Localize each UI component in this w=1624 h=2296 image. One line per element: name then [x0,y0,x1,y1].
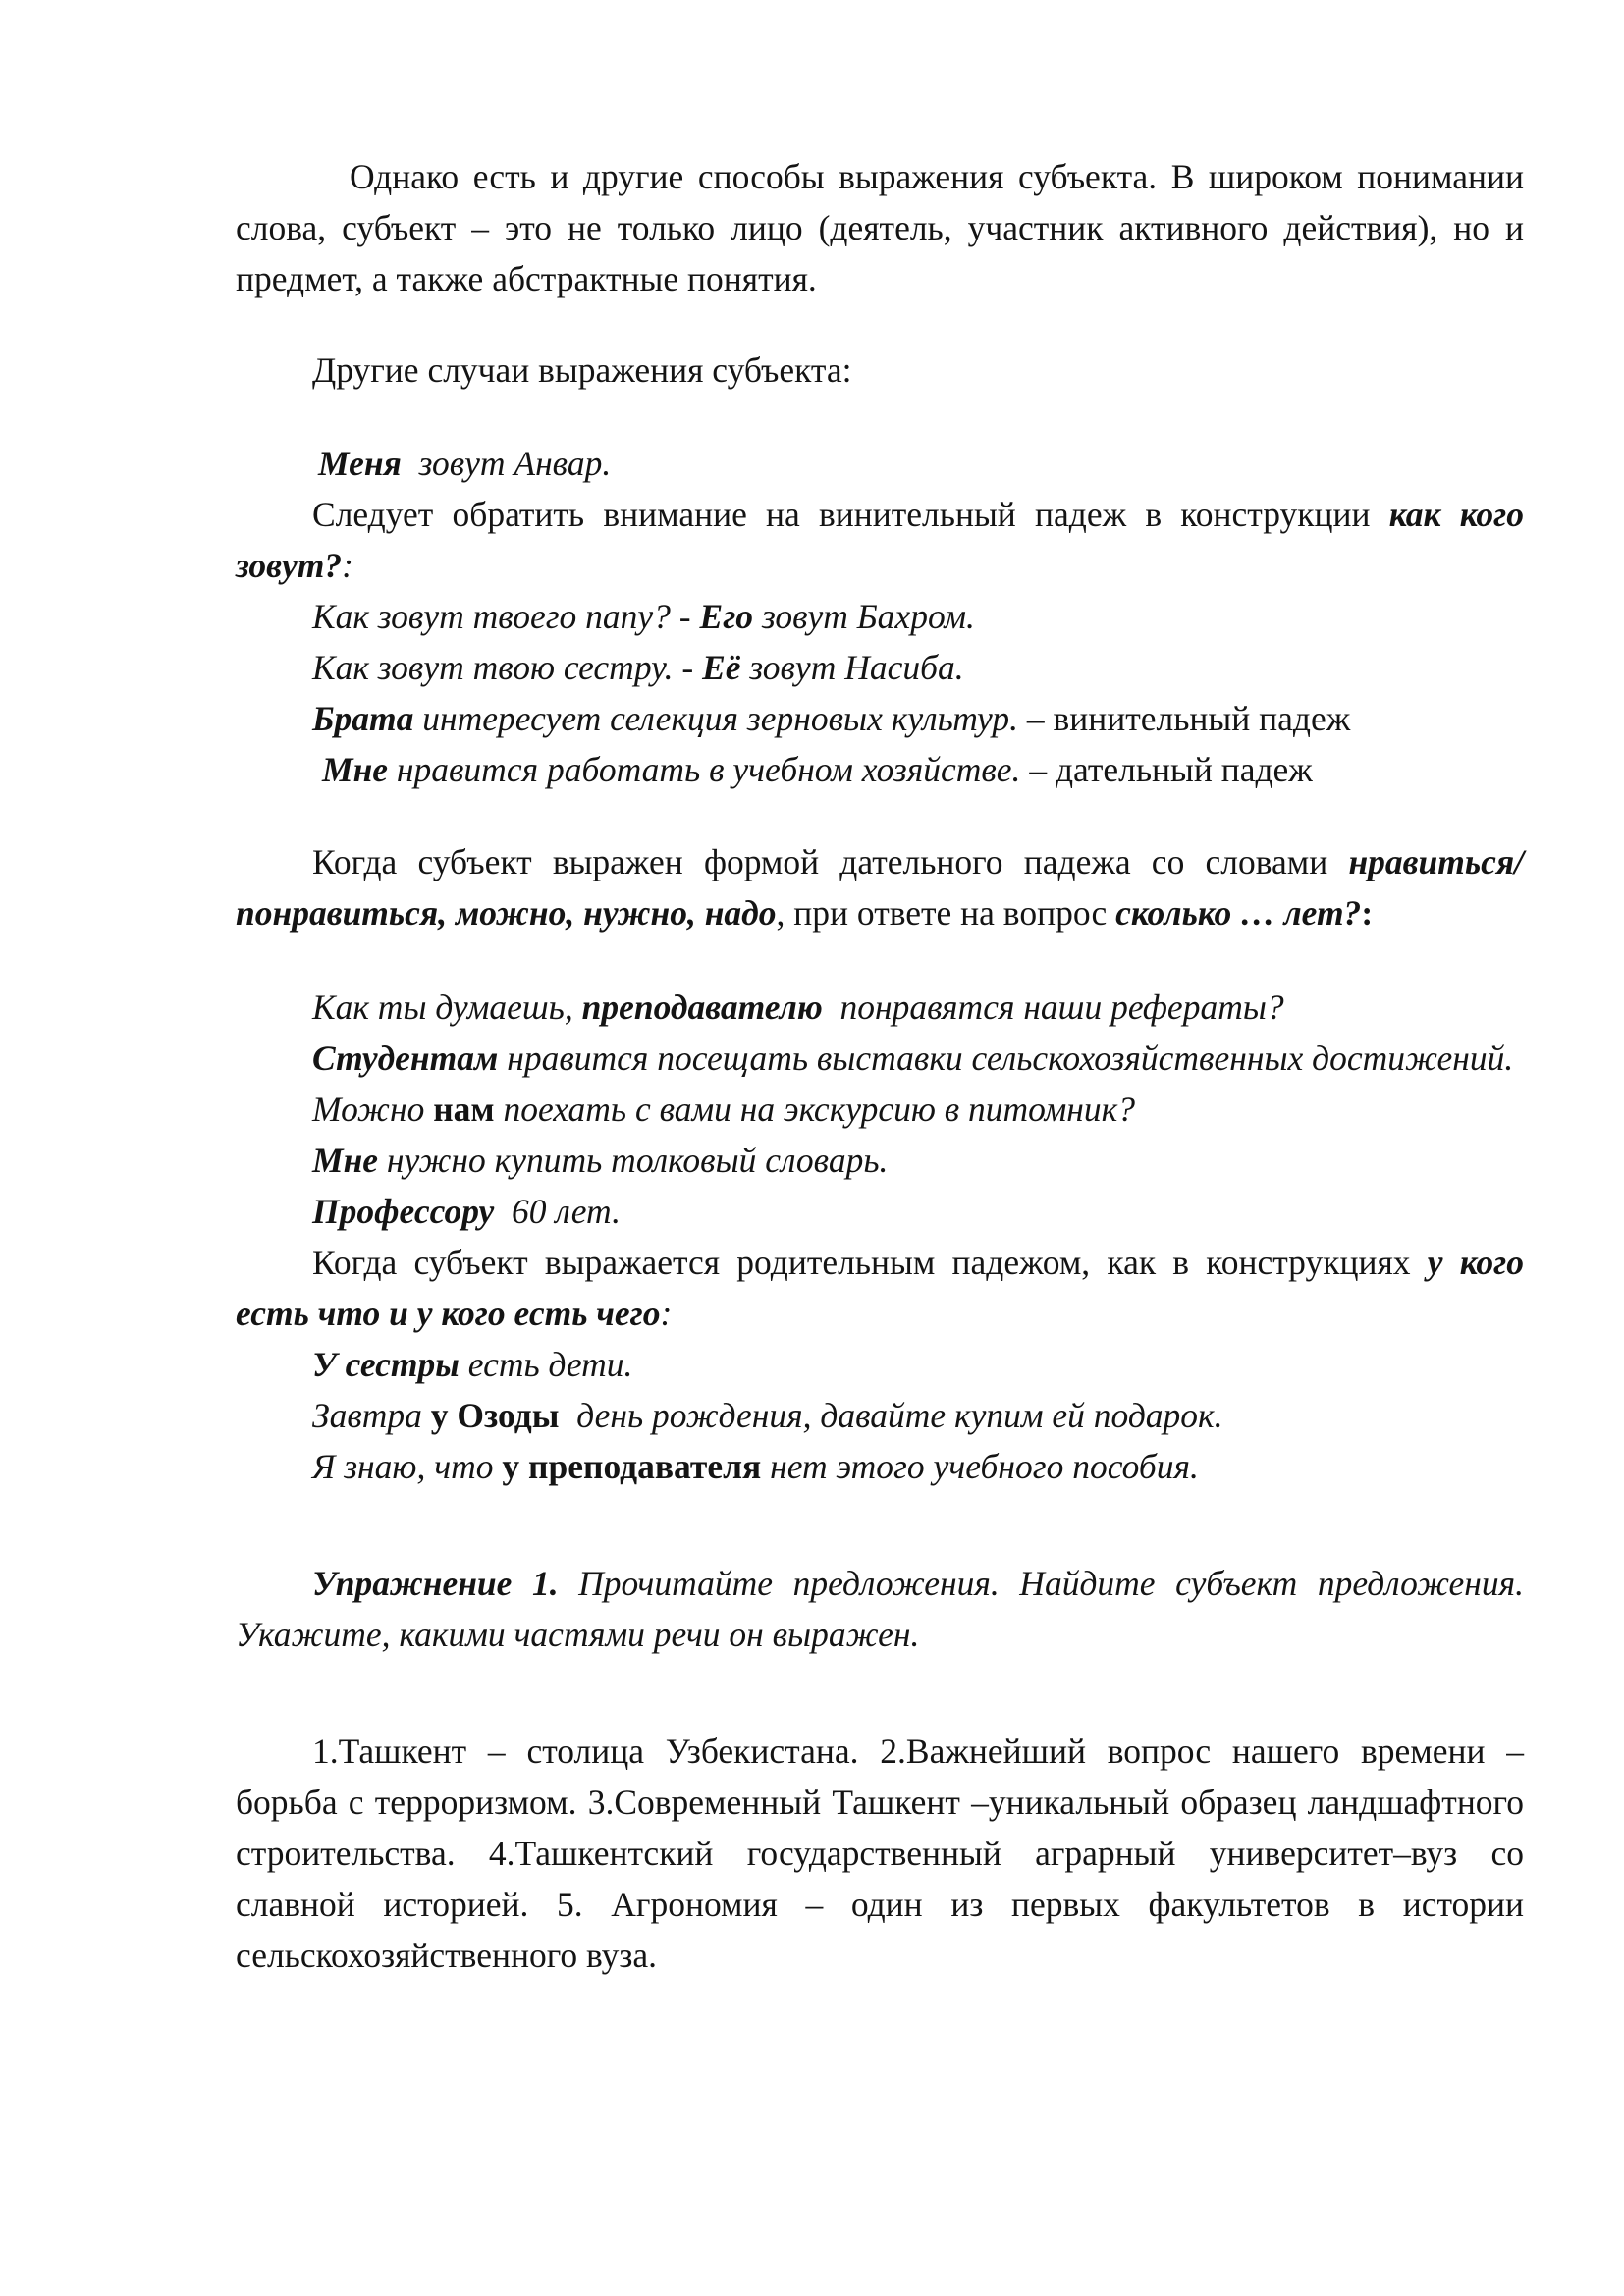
example-subject: Студентам [312,1039,499,1078]
rule-text: Когда субъект выражен формой дательного падежа со словами [312,842,1328,881]
example-subject: Брата [312,699,414,738]
intro-paragraph: Однако есть и другие способы выражения субъекта. В широком понимании слова, субъект – это не только лицо (деятель, участник активного действия), но и предмет, а также абстрактные понятия. [236,157,1524,298]
example-after: 60 лет. [511,1192,621,1231]
rule-words: нравиться/ понравиться, можно, нужно, надо [236,842,1525,933]
example-after: день рождения, давайте купим ей подарок. [576,1396,1223,1435]
example-after: есть дети. [467,1345,633,1384]
example-subject: у преподавателя [502,1447,762,1486]
case-example-2 [236,744,1524,795]
example-after: нравится посещать выставки сельскохозяйственных достижений. [507,1039,1514,1078]
example-subject: нам [433,1090,495,1129]
example-after: зовут Бахром. [761,597,975,636]
example-menya [236,438,1524,489]
colon: : [1361,893,1374,933]
dative-example-3 [236,1084,1524,1135]
colon: : [342,546,353,585]
case-note: – дательный падеж [1029,750,1313,789]
exercise-sentences: 1.Ташкент – столица Узбекистана. 2.Важнейший вопрос нашего времени – борьба с терроризмом. 3.Современный Ташкент –уникальный образец ландшафтного строительства. 4.Ташкентский государственный аграрный университет–вуз со славной историей. 5. Агрономия – один из первых факультетов в истории сельскохозяйственного вуза. [236,1732,1524,1975]
example-before: Как ты думаешь, [312,988,573,1027]
example-after: нужно купить толковый словарь. [386,1141,889,1180]
example-text: зовут Анвар. [418,444,612,483]
rule-question: сколько … лет? [1115,893,1362,933]
construction-text: как кого зовут? [236,495,1524,585]
accusative-example-2 [236,642,1524,693]
example-subject: преподавателю [581,988,823,1027]
dative-example-4 [236,1135,1524,1186]
rule-text: Когда субъект выражается родительным падежом, как в конструкциях [312,1243,1411,1282]
example-after: поехать с вами на экскурсию в питомник? [503,1090,1135,1129]
example-before: Как зовут твоего папу? - [312,597,691,636]
example-subject: Её [702,648,741,687]
example-subject: у Озоды [430,1396,560,1435]
example-before: Как зовут твою сестру. - [312,648,694,687]
example-subject: Меня [318,444,402,483]
example-subject: У сестры [312,1345,460,1384]
document-page [236,151,1524,1981]
accusative-note [236,489,1524,591]
genitive-rule [236,1237,1524,1339]
example-subject: Профессору [312,1192,495,1231]
colon: : [660,1294,673,1333]
exercise-label: Упражнение 1. [312,1564,559,1603]
example-before: Завтра [312,1396,422,1435]
example-subject: Его [699,597,754,636]
genitive-example-2 [236,1390,1524,1441]
example-after: нет этого учебного пособия. [770,1447,1199,1486]
case-note: – винительный падеж [1026,699,1351,738]
dative-example-2 [236,1033,1524,1084]
example-after: зовут Насиба. [749,648,964,687]
other-cases-heading: Другие случаи выражения субъекта: [312,350,852,390]
example-subject: Мне [312,1141,379,1180]
example-subject: Мне [322,750,389,789]
accusative-example-1 [236,591,1524,642]
rule-middle: , при ответе на вопрос [776,893,1108,933]
dative-example-5 [236,1186,1524,1237]
example-text: нравится работать в учебном хозяйстве. [396,750,1021,789]
exercise-instruction: Прочитайте предложения. Найдите субъект предложения. Укажите, какими частями речи он выражен. [236,1564,1524,1654]
note-text: Следует обратить внимание на винительный падеж в конструкции [312,495,1371,534]
rule-construction: у кого есть что и у кого есть чего [236,1243,1524,1333]
case-example-1 [236,693,1524,744]
example-after: понравятся наши рефераты? [839,988,1284,1027]
exercise-heading [236,1558,1524,1660]
genitive-example-3 [236,1441,1524,1492]
example-before: Я знаю, что [312,1447,494,1486]
dative-example-1 [236,982,1524,1033]
example-text: интересует селекция зерновых культур. [422,699,1018,738]
dative-rule [236,836,1524,938]
genitive-example-1 [236,1339,1524,1390]
example-before: Можно [312,1090,425,1129]
